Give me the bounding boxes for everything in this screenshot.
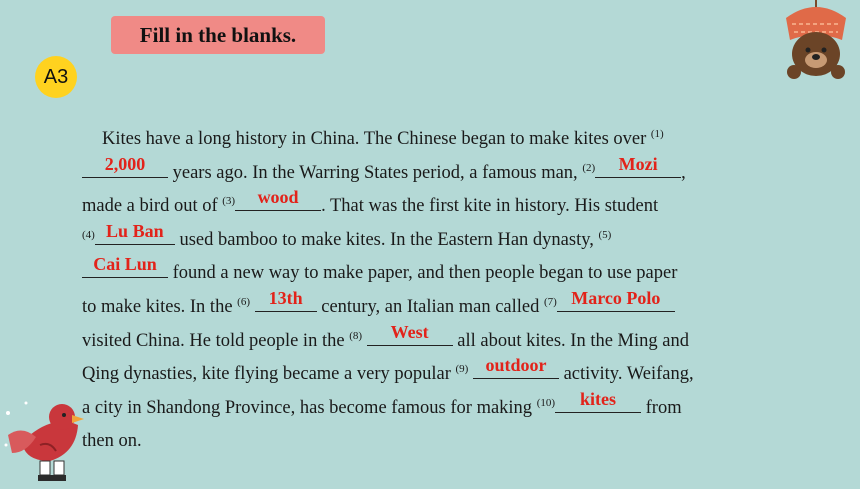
blank-2[interactable] (595, 153, 681, 178)
passage-line: then on. (82, 431, 142, 452)
blank-6[interactable] (255, 287, 317, 312)
passage-line: a city in Shandong Province, has become famous for making $^{(10)}$ kites from (82, 388, 682, 418)
blank-8[interactable] (367, 321, 453, 346)
blank-5[interactable] (82, 254, 168, 278)
blank-number: (1) (650, 128, 664, 140)
passage-line: visited China. He told people in the $^{(8)}$ West all about kites. In the Ming and (82, 321, 689, 351)
title-banner (111, 16, 325, 54)
answer-2: Mozi (618, 153, 658, 174)
blank-10[interactable] (555, 388, 641, 413)
answer-5: Cai Lun (93, 254, 157, 275)
answer-8: West (390, 321, 429, 342)
answer-7: Marco Polo (571, 287, 661, 308)
blank-1[interactable] (82, 153, 168, 178)
bear-hanging-icon (772, 0, 860, 95)
answer-1: 2,000 (104, 153, 146, 174)
passage-line: made a bird out of $^{(3)}$ wood . That was the first kite in history. His student (82, 187, 659, 217)
passage-line: Cai Lun found a new way to make paper, and then people began to use paper (82, 257, 782, 291)
passage-line: $^{(4)}$ Lu Ban used bamboo to make kites. In the Eastern Han dynasty, $^{(5)}$ (82, 220, 612, 250)
passage (82, 123, 782, 459)
passage-line: Qing dynasties, kite flying became a very popular $^{(9)}$ outdoor activity. Weifang, (82, 355, 694, 385)
answer-3: wood (257, 187, 299, 208)
passage-line: to make kites. In the $^{(6)}$ 13th century, an Italian man called $^{(7)}$ Marco Polo (82, 291, 782, 325)
blank-4[interactable] (95, 220, 175, 245)
answer-6: 13th (268, 287, 303, 308)
answer-10: kites (580, 388, 617, 409)
bird-icon (0, 395, 90, 489)
answer-4: Lu Ban (106, 220, 164, 241)
passage-line: 2,000 years ago. In the Warring States period, a famous man, $^{(2)}$ Mozi , (82, 157, 782, 191)
blank-7[interactable] (557, 287, 675, 312)
answer-9: outdoor (485, 355, 547, 376)
blank-3[interactable] (235, 187, 321, 211)
badge-label: A3 (43, 65, 69, 88)
section-badge (35, 56, 77, 98)
blank-9[interactable] (473, 355, 559, 379)
title-text: Fill in the blanks. (139, 22, 297, 47)
passage-line: Kites have a long history in China. The Chinese began to make kites over $^{(1)}$ (102, 128, 664, 149)
